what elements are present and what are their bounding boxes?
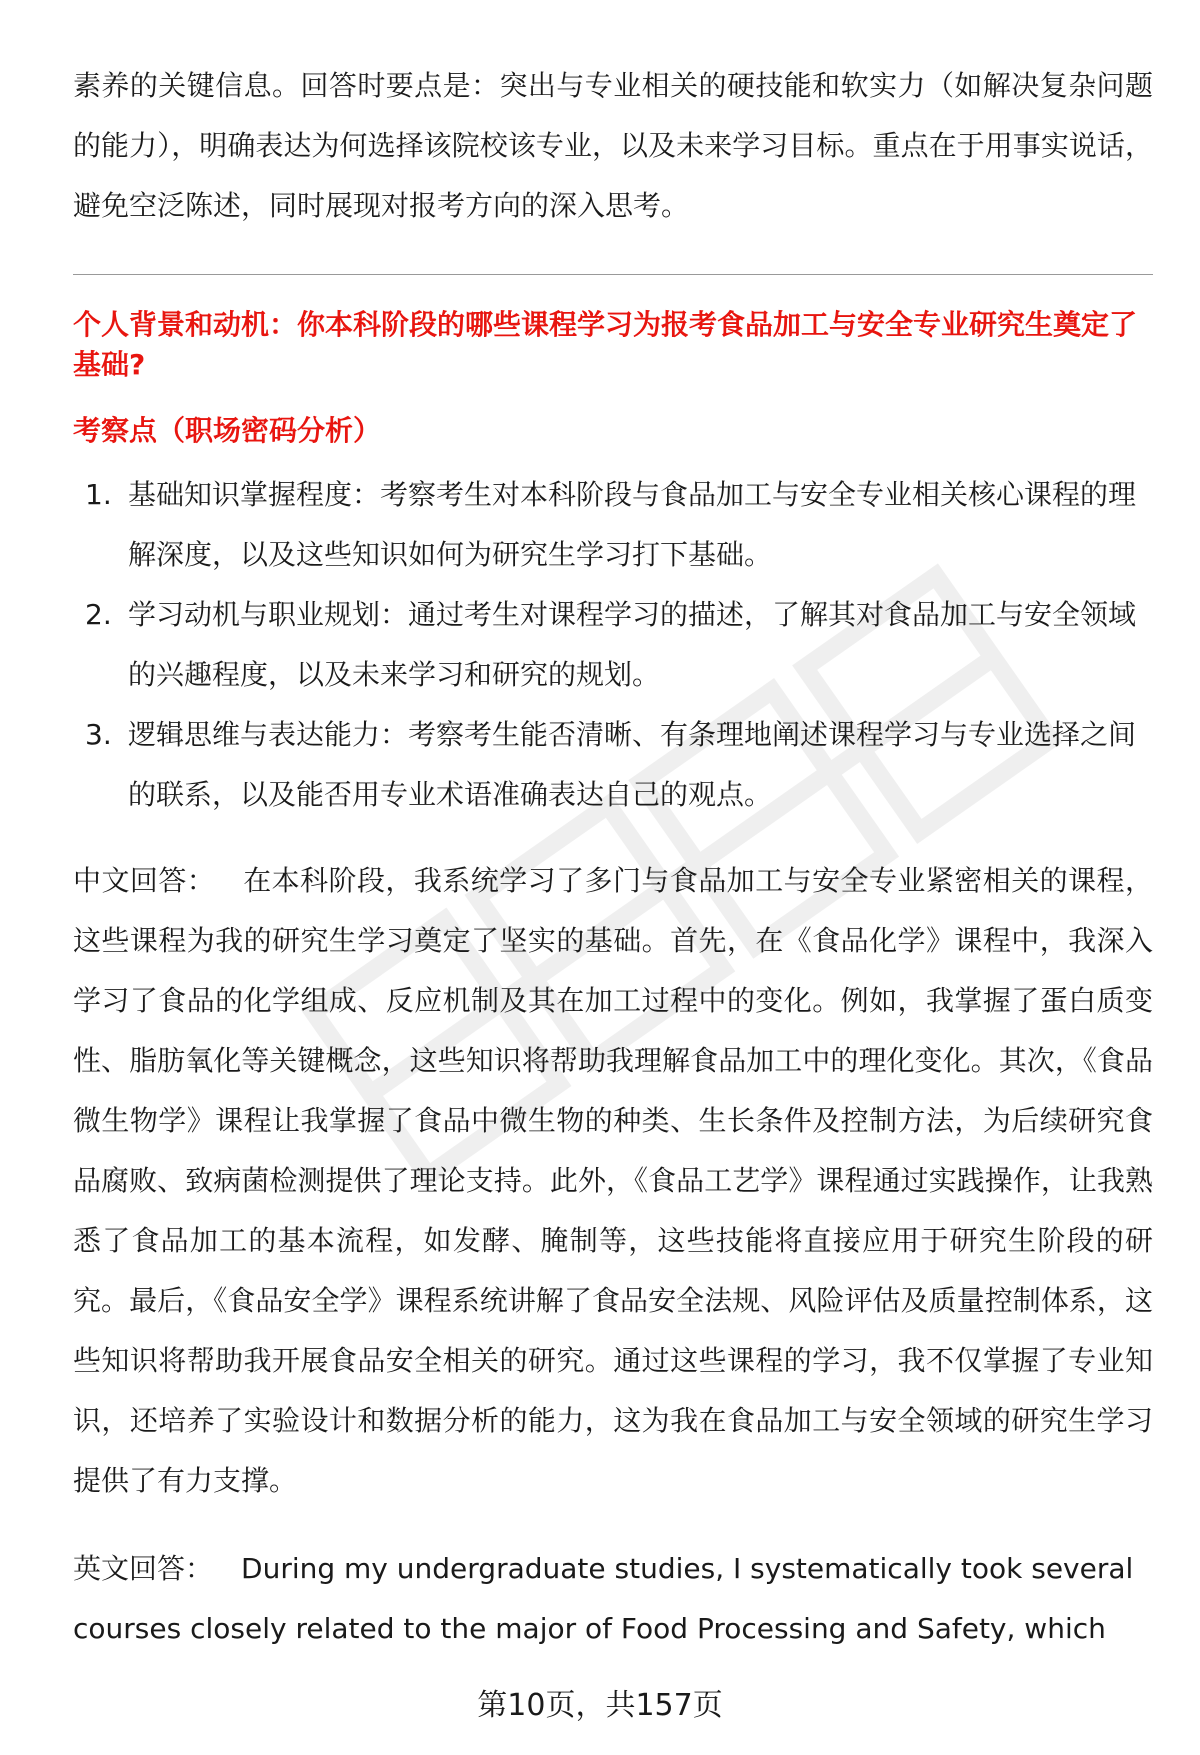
document-page — [73, 56, 1153, 1659]
assessment-heading: 考察点（职场密码分析） — [73, 414, 382, 447]
english-answer-text: During my undergraduate studies, I systematically took several courses closely related to the major of Food Processing and Safety, which — [73, 1552, 1134, 1645]
chinese-answer-label: 中文回答： — [73, 864, 216, 897]
english-answer — [73, 1539, 1153, 1659]
intro-paragraph: 素养的关键信息。回答时要点是：突出与专业相关的硬技能和软实力（如解决复杂问题的能力），明确表达为何选择该院校该专业，以及未来学习目标。重点在于用事实说话，避免空泛陈述，同时展现对报考方向的深入思考。 — [73, 69, 1153, 222]
chinese-answer — [73, 851, 1153, 1511]
english-answer-label: 英文回答： — [73, 1552, 214, 1585]
question-heading: 个人背景和动机：你本科阶段的哪些课程学习为报考食品加工与安全专业研究生奠定了基础? — [73, 308, 1138, 381]
assessment-item — [73, 705, 1153, 825]
item-number: 3. — [85, 718, 112, 751]
page-footer: 第10页，共157页 — [477, 1688, 723, 1723]
item-number: 2. — [85, 598, 112, 631]
item-number: 1. — [85, 478, 112, 511]
section-divider — [73, 274, 1153, 275]
assessment-list — [73, 465, 1153, 825]
item-text: 逻辑思维与表达能力：考察考生能否清晰、有条理地阐述课程学习与专业选择之间的联系，以及能否用专业术语准确表达自己的观点。 — [128, 718, 1137, 811]
assessment-item — [73, 465, 1153, 585]
item-text: 基础知识掌握程度：考察考生对本科阶段与食品加工与安全专业相关核心课程的理解深度，以及这些知识如何为研究生学习打下基础。 — [128, 478, 1137, 571]
assessment-item — [73, 585, 1153, 705]
item-text: 学习动机与职业规划：通过考生对课程学习的描述，了解其对食品加工与安全领域的兴趣程度，以及未来学习和研究的规划。 — [128, 598, 1137, 691]
chinese-answer-text: 在本科阶段，我系统学习了多门与食品加工与安全专业紧密相关的课程，这些课程为我的研究生学习奠定了坚实的基础。首先，在《食品化学》课程中，我深入学习了食品的化学组成、反应机制及其在加工过程中的变化。例如，我掌握了蛋白质变性、脂肪氧化等关键概念，这些知识将帮助我理解食品加工中的理化变化。其次，《食品微生物学》课程让我掌握了食品中微生物的种类、生长条件及控制方法，为后续研究食品腐败、致病菌检测提供了理论支持。此外，《食品工艺学》课程通过实践操作，让我熟悉了食品加工的基本流程，如发酵、腌制等，这些技能将直接应用于研究生阶段的研究。最后，《食品安全学》课程系统讲解了食品安全法规、风险评估及质量控制体系，这些知识将帮助我开展食品安全相关的研究。通过这些课程的学习，我不仅掌握了专业知识，还培养了实验设计和数据分析的能力，这为我在食品加工与安全领域的研究生学习提供了有力支撑。 — [73, 864, 1153, 1497]
